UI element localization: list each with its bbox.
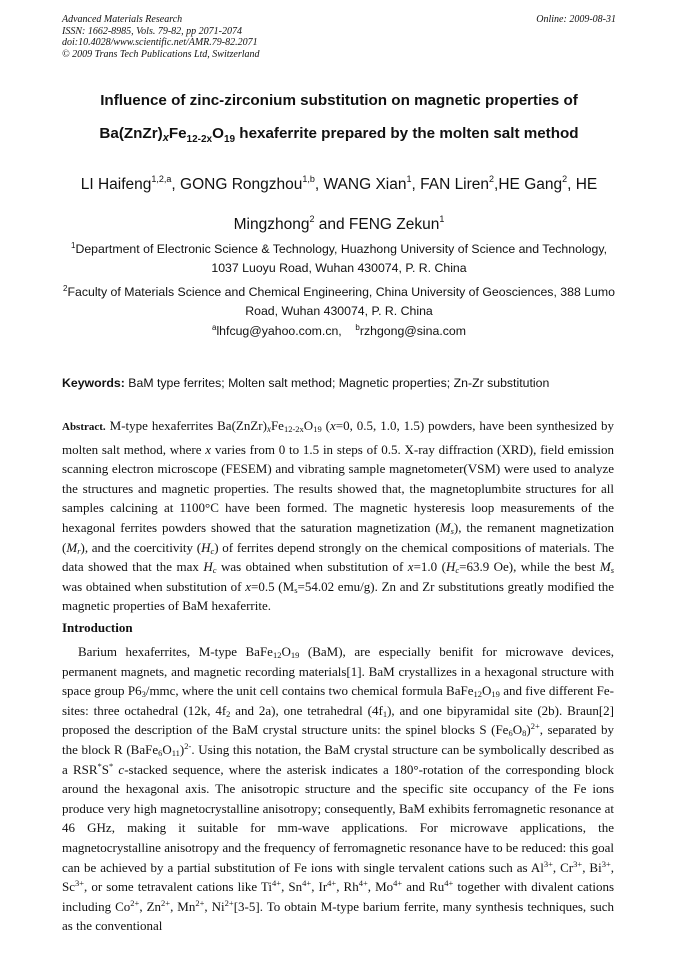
- email-a: lhfcug@yahoo.com.cn,: [216, 324, 342, 338]
- affiliation-2: $^2$Faculty of Materials Science and Chemical Engineering, China University of Geosciences, 388 Lumo Road, Wuhan 430074, P. R. China: [63, 284, 615, 318]
- title-line-2: $Ba(ZnZr)xFe_{12-2x}O_{19}$ hexaferrite prepared by the molten salt method: [99, 125, 579, 146]
- copyright-line: © 2009 Trans Tech Publications Ltd, Switzerland: [62, 48, 260, 60]
- email-b: rzhgong@sina.com: [359, 324, 466, 338]
- affiliation-1: $^1$Department of Electronic Science & Technology, Huazhong University of Science and Technology, 1037 Luoyu Road, Wuhan 430074, P. R. China: [70, 241, 608, 275]
- introduction-heading: Introduction: [62, 620, 133, 635]
- author-emails: $^a$lhfcug@yahoo.com.cn, $^b$rzhgong@sina.com: [212, 323, 466, 338]
- author-list: LI Haifeng$^{1,2,a}$, GONG Rongzhou$^{1,b}$, WANG Xian$^1$, FAN Liren$^2$,HE Gang$^2$, HE Mingzhong$^2$ and FENG Zekun$^1$: [80, 174, 598, 233]
- journal-name: Advanced Materials Research: [62, 14, 183, 25]
- abstract-paragraph: Abstract. M-type hexaferrites $Ba(ZnZr)xFe_{12-2x}O_{19}$ (x=0, 0.5, 1.0, 1.5) powders, have been synthesized by molten salt method, where x varies from 0 to 1.5 in steps of 0.5. X-ray diffraction (XRD), field emission scanning electron microscope (FESEM) and vibrating sample magnetometer(VSM) were used to analyze the structures and magnetic properties. The results showed that, the magnetoplumbite structures for all samples calcining at 1100°C have been formed. The magnetic hysteresis loop measurements of the hexagonal ferrites powders showed that the saturation magnetization $(M_s)$, the remanent magnetization $(M_r)$, and the coercitivity $(H_c)$ of ferrites depend strongly on the chemical compositions of materials. The data showed that the $\max H_c$ was obtained when substitution of x=1.0 ($H_c=63.9$ Oe), while the best $M_s$ was obtained when substitution of x=0.5 ($M_s=54.02$ emu/g). Zn and Zr substitutions greatly modified the magnetic properties of BaM hexaferrite.: [62, 418, 615, 614]
- introduction-paragraph: Barium hexaferrites, M-type $BaFe_{12}O_{19}$ (BaM), are especially benifit for microwave devices, permanent magnets, and magnetic recording materials[1]. BaM crystallizes in a hexagonal structure with space group $P6_3$/mmc, where the unit cell contains two chemical formula $BaFe_{12}O_{19}$ and five different Fe-sites: three octahedral (12k, $4f_2$ and 2a), one tetrahedral $(4f_1)$, and one bipyramidal site (2b). Braun[2] proposed the description of the BaM crystal structure units: the spinel blocks S $(Fe_6O_8)^{2+}$, separated by the block R $(BaFe_6O_{11})^{2-}$. Using this notation, the BaM crystal structure can be symbolically described as a RSR*S* c-stacked sequence, where the asterisk indicates a 180°-rotation of the corresponding block around the hexagonal axis. The anisotropic structure and the specific site occupancy of the Fe ions produce very high magnetocrystalline anisotropy; consequently, BaM exhibits ferromagnetic resonance at 46 GHz, making it suitable for mm-wave applications. For microwave applications, the magnetocrystalline anisotropy and the frequency of ferromagnetic resonance have to be reduced: this goal can be achieved by a partial substitution of Fe ions with single tervalent cations such as $Al^{3+}$, $Cr^{3+}$, $Bi^{3+}$, $Sc^{3+}$, or some tetravalent cations like $Ti^{4+}$, $Sn^{4+}$, $Ir^{4+}$, $Rh^{4+}$, $Mo^{4+}$ and $Ru^{4+}$ together with divalent cations including $Co^{2+}$, $Zn^{2+}$, $Mn^{2+}$, $Ni^{2+}[3-5]$. To obtain M-type barium ferrite, many synthesis techniques, such as the conventional: [62, 644, 615, 934]
- online-date: Online: 2009-08-31: [536, 14, 616, 25]
- issn-line: ISSN: 1662-8985, Vols. 79-82, pp 2071-2074: [62, 25, 242, 37]
- keywords: Keywords: BaM type ferrites; Molten salt method; Magnetic properties; Zn-Zr substitution: [62, 376, 550, 390]
- doi-line: doi:10.4028/www.scientific.net/AMR.79-82.2071: [62, 37, 258, 48]
- title-line-1: Influence of zinc-zirconium substitution on magnetic properties of: [100, 92, 578, 109]
- journal-header: [62, 14, 616, 60]
